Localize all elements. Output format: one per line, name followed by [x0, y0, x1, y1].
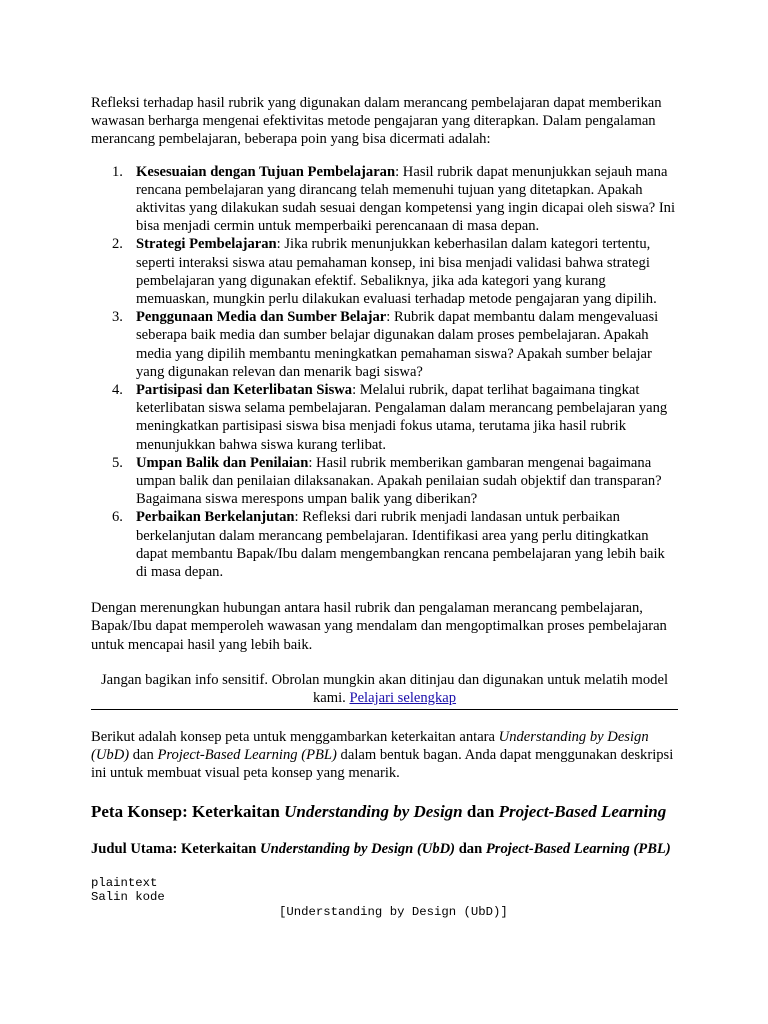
subheading-text: dan — [455, 840, 486, 857]
divider — [91, 709, 678, 710]
list-item-title: Partisipasi dan Keterlibatan Siswa — [136, 382, 353, 399]
concept-intro-text: dalam bentuk bagan. Anda dapat menggunakan deskripsi ini untuk membuat visual peta konsep yang menarik. — [91, 747, 674, 782]
list-item-title: Kesesuaian dengan Tujuan Pembelajaran — [136, 163, 396, 180]
list-item — [136, 235, 678, 308]
concept-intro-text: Berikut adalah konsep peta untuk menggambarkan keterkaitan antara — [91, 728, 499, 745]
list-item-text: : Rubrik dapat membantu dalam mengevaluasi seberapa baik media dan sumber belajar digunakan dalam proses pembelajaran. Apakah media yang dipilih membantu meningkatkan pemahaman siswa? Apakah sumber belajar yang digunakan relevan dan menarik bagi siswa? — [136, 309, 659, 380]
concept-intro-ubd: Understanding by Design (UbD) — [91, 728, 649, 764]
list-item-title: Strategi Pembelajaran — [136, 236, 277, 253]
list-item — [136, 308, 678, 381]
heading-text: dan — [462, 801, 499, 821]
list-item — [136, 381, 678, 454]
subheading-pbl: Project-Based Learning (PBL) — [485, 840, 671, 857]
concept-intro-pbl: Project-Based Learning (PBL) — [157, 747, 337, 764]
privacy-notice — [91, 671, 678, 707]
list-item-title: Penggunaan Media dan Sumber Belajar — [136, 309, 387, 326]
intro-paragraph: Refleksi terhadap hasil rubrik yang digunakan dalam merancang pembelajaran dapat memberikan wawasan berharga mengenai efektivitas metode pengajaran yang diterapkan. Dalam pengalaman merancang pembelajaran, beberapa poin yang bisa dicermati adalah: — [91, 95, 662, 148]
code-block — [91, 876, 678, 920]
concept-intro-paragraph — [91, 728, 678, 783]
concept-intro-text: dan — [129, 747, 158, 764]
list-item — [136, 508, 678, 581]
list-item — [136, 163, 678, 236]
list-item-text: : Jika rubrik menunjukkan keberhasilan dalam kategori tertentu, seperti interaksi siswa atau pemahaman konsep, ini bisa menjadi validasi bahwa strategi pembelajaran yang digunakan efektif. Sebaliknya, jika ada kategori yang kurang memuaskan, mungkin perlu dilakukan evaluasi terhadap metode pengajaran yang dipilih. — [136, 236, 657, 308]
learn-more-link[interactable]: Pelajari selengkap — [349, 689, 457, 706]
heading-ubd: Understanding by Design — [284, 801, 463, 821]
reflection-list — [91, 163, 678, 582]
list-item-title: Umpan Balik dan Penilaian — [136, 454, 309, 471]
list-item-title: Perbaikan Berkelanjutan — [136, 509, 295, 526]
code-language-label: plaintext — [91, 875, 158, 890]
subheading-ubd: Understanding by Design (UbD) — [260, 840, 456, 857]
list-item-text: : Refleksi dari rubrik menjadi landasan untuk perbaikan berkelanjutan dalam merancang pembelajaran. Identifikasi area yang perlu ditingkatkan dapat membantu Bapak/Ibu dalam mengembangkan rencana pembelajaran yang lebih baik di masa depan. — [136, 509, 665, 581]
section-heading — [91, 801, 678, 823]
heading-pbl: Project-Based Learning — [498, 801, 667, 821]
list-item — [136, 454, 678, 509]
privacy-notice-text: Jangan bagikan info sensitif. Obrolan mungkin akan ditinjau dan digunakan untuk melatih model kami. — [100, 671, 668, 706]
copy-code-button[interactable]: Salin kode — [91, 890, 165, 905]
heading-text: Peta Konsep: Keterkaitan — [91, 801, 285, 821]
list-item-text: : Hasil rubrik memberikan gambaran mengenai bagaimana umpan balik dan penilaian dilaksanakan. Apakah penilaian sudah objektif dan transparan? Bagaimana siswa merespons umpan balik yang diberikan? — [136, 454, 662, 508]
closing-paragraph: Dengan merenungkan hubungan antara hasil rubrik dan pengalaman merancang pembelajaran, Bapak/Ibu dapat memperoleh wawasan yang mendalam dan mengoptimalkan proses pembelajaran untuk mencapai hasil yang lebih baik. — [91, 600, 667, 653]
sub-heading — [91, 840, 678, 858]
code-line: [Understanding by Design (UbD)] — [279, 904, 508, 919]
subheading-text: Judul Utama: Keterkaitan — [91, 840, 261, 857]
list-item-text: : Melalui rubrik, dapat terlihat bagaimana tingkat keterlibatan siswa selama pembelajaran. Pengalaman dalam merancang pembelajaran yang meningkatkan partisipasi siswa bisa menjadi fokus utama, terutama jika hasil rubrik menunjukkan bahwa siswa kurang terlibat. — [136, 382, 668, 453]
list-item-text: : Hasil rubrik dapat menunjukkan sejauh mana rencana pembelajaran yang dirancang telah memenuhi tujuan yang ditetapkan. Apakah aktivitas yang dilakukan sudah sesuai dengan kompetensi yang ingin dicapai oleh siswa? Ini bisa menjadi cermin untuk memperbaiki perencanaan di masa depan. — [136, 163, 676, 235]
